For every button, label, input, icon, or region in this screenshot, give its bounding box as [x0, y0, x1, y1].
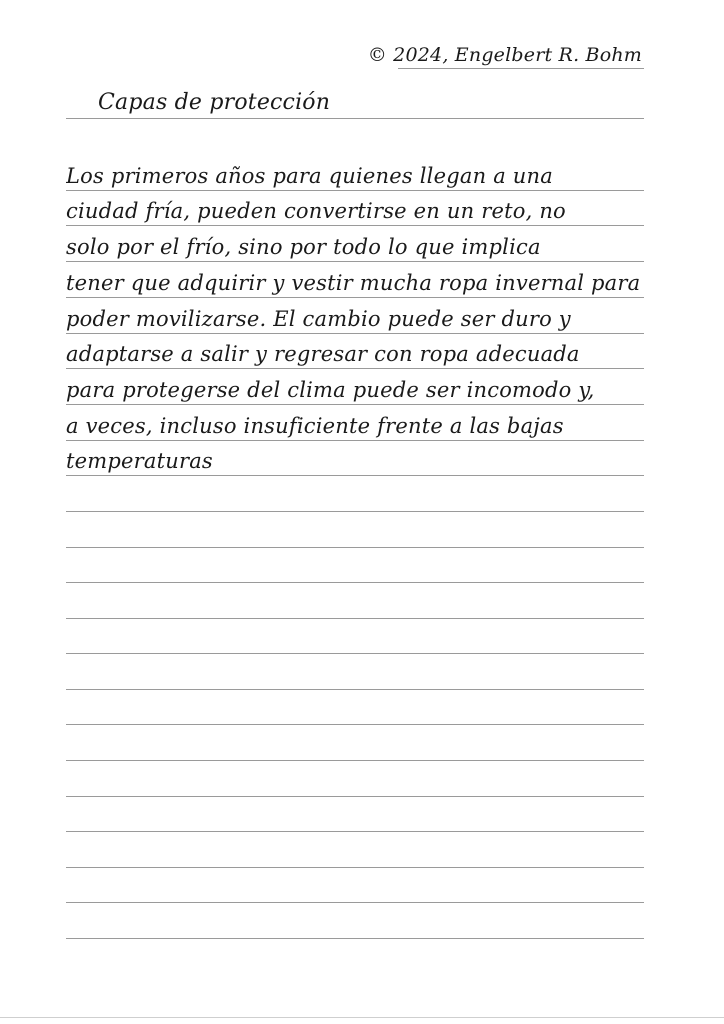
ruled-line-16 — [66, 653, 644, 654]
ruled-line-3 — [66, 190, 644, 191]
text-line-5: poder movilizarse. El cambio puede ser duro y — [66, 307, 571, 331]
ruled-line-19 — [66, 760, 644, 761]
ruled-line-24 — [66, 938, 644, 939]
ruled-line-21 — [66, 831, 644, 832]
copyright-notice: © 2024, Engelbert R. Bohm — [367, 44, 642, 66]
ruled-line-5 — [66, 261, 644, 262]
ruled-line-7 — [66, 333, 644, 334]
text-line-2: ciudad fría, pueden convertirse en un reto, no — [66, 199, 566, 223]
ruled-line-9 — [66, 404, 644, 405]
ruled-line-4 — [66, 225, 644, 226]
ruled-line-11 — [66, 475, 644, 476]
ruled-line-17 — [66, 689, 644, 690]
text-line-9: temperaturas — [66, 449, 213, 473]
text-line-7: para protegerse del clima puede ser incomodo y, — [66, 378, 595, 402]
ruled-line-2 — [66, 118, 644, 119]
page-bottom-edge — [0, 1017, 724, 1018]
ruled-line-14 — [66, 582, 644, 583]
ruled-line-20 — [66, 796, 644, 797]
ruled-line-13 — [66, 547, 644, 548]
ruled-line-6 — [66, 297, 644, 298]
text-line-4: tener que adquirir y vestir mucha ropa invernal para — [66, 271, 641, 295]
ruled-line-18 — [66, 724, 644, 725]
ruled-line-8 — [66, 368, 644, 369]
text-line-3: solo por el frío, sino por todo lo que implica — [66, 235, 541, 259]
page-title: Capas de protección — [98, 90, 331, 115]
ruled-line-22 — [66, 867, 644, 868]
ruled-line-1 — [398, 68, 644, 69]
ruled-line-10 — [66, 440, 644, 441]
ruled-line-23 — [66, 902, 644, 903]
text-line-6: adaptarse a salir y regresar con ropa adecuada — [66, 342, 580, 366]
text-line-1: Los primeros años para quienes llegan a una — [66, 164, 553, 188]
ruled-line-15 — [66, 618, 644, 619]
text-line-8: a veces, incluso insuficiente frente a las bajas — [66, 414, 564, 438]
ruled-line-12 — [66, 511, 644, 512]
